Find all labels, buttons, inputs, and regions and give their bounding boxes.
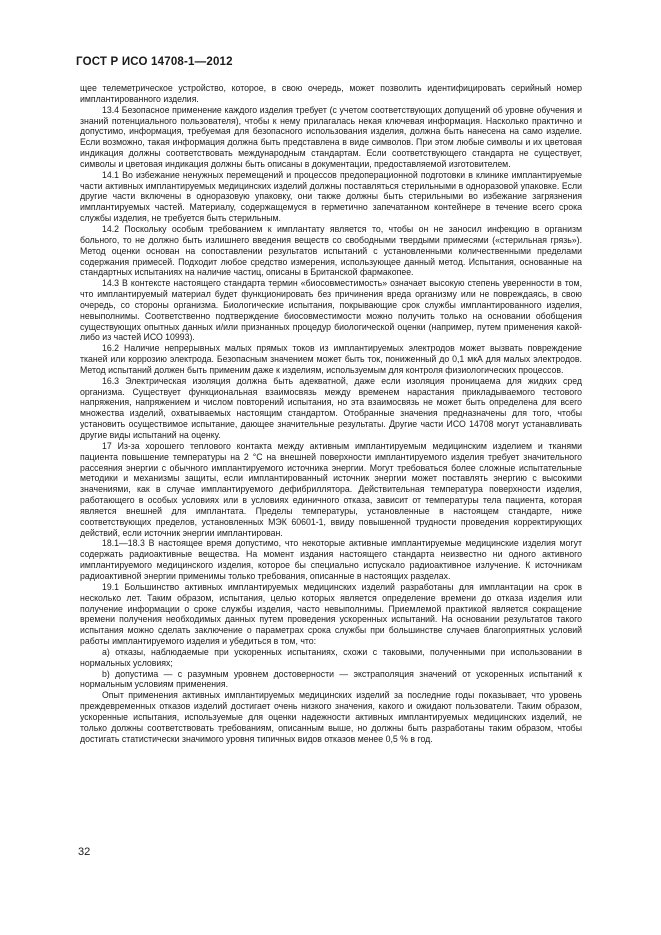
paragraph: щее телеметрическое устройство, которое, в свою очередь, может позволить идентифицировать серийный номер имплантированного изделия. xyxy=(80,83,582,104)
page-header: ГОСТ Р ИСО 14708-1—2012 xyxy=(76,56,233,68)
paragraph: 16.3 Электрическая изоляция должна быть адекватной, даже если изоляция проницаема для жидких сред организма. Существует функциональная взаимосвязь между временем нарастания прикладываемого тестового напряжения, напряжением и числом повторений испытания, но эта взаимосвязь не может быть определена для всего множества изделий, охватываемых настоящим стандартом. Отобранные значения предназначены для того, чтобы установить осуществимое испытание, дающее значительные результаты. Другие части ИСО 14708 могут устанавливать другие виды испытаний на оценку. xyxy=(80,375,582,440)
paragraph: 16.2 Наличие непрерывных малых прямых токов из имплантируемых электродов может вызвать повреждение тканей или коррозию электрода. Безопасным значением может быть ток, пониженный до 0,1 мкА для малых электродов. Метод испытаний должен быть применим даже к изделиям, используемым для контроля физиологических процессов. xyxy=(80,343,582,375)
document-body xyxy=(80,83,582,744)
paragraph: 14.3 В контексте настоящего стандарта термин «биосовместимость» означает высокую степень уверенности в том, что имплантируемый материал будет функционировать без причинения вреда организму или не повреждаясь, в свою очередь, со стороны организма. Биологические испытания, покрывающие срок службы имплантированного изделия, невыполнимы. Соответственно подтверждение биосовместимости можно получить только на основании обобщения существующих опытных данных и/или признанных процедур биологической оценки (например, путем применения какой-либо из частей ИСО 10993). xyxy=(80,278,582,343)
list-item: a) отказы, наблюдаемые при ускоренных испытаниях, схожи с таковыми, полученными при использовании в нормальных условиях; xyxy=(80,646,582,668)
list-item: b) допустима — с разумным уровнем достоверности — экстраполяция значений от ускоренных испытаний к нормальным условиям применения. xyxy=(80,668,582,690)
paragraph: 17 Из-за хорошего теплового контакта между активным имплантируемым медицинским изделием и тканями пациента повышение температуры на 2 °С на внешней поверхности имплантируемого изделия требует значительного рассеяния энергии с обычного имплантируемого источника энергии. Могут требоваться более сложные испытательные методики и механизмы защиты, если имплантированный источник энергии может поставлять энергию с высокими значениями, как в случае имплантируемого дефибриллятора. Действительная температура поверхности изделия, работающего в особых условиях или в условиях единичного отказа, зависит от температуры тела пациента, которая является внешней для имплантата. Пределы температуры, установленные в настоящем стандарте, ниже соответствующих пределов, установленных МЭК 60601-1, ввиду повышенной трудности проведения корректирующих действий, если источник энергии имплантирован. xyxy=(80,440,582,538)
paragraph: 14.1 Во избежание ненужных перемещений и процессов предоперационной подготовки в клинике имплантируемые части активных имплантируемых медицинских изделий должны поставляться стерильными в одноразовой упаковке. Если другие части включены в одноразовую упаковку, они также должны быть стерильными во избежание загрязнения имплантируемых частей. Материалу, содержащемуся в герметично запечатанном контейнере в течение всего срока службы изделия, не требуется быть стерильным. xyxy=(80,169,582,224)
paragraph: 13.4 Безопасное применение каждого изделия требует (с учетом соответствующих допущений об уровне обучения и знаний потенциального пользователя), чтобы к нему прилагалась некая ключевая информация. Насколько практично и допустимо, информация, требуемая для безопасного использования изделия, должна быть нанесена на само изделие. Если возможно, такая информация должна быть представлена в виде символов. При этом любые символы и их цветовая индикация должны соответствовать международным стандартам. Если соответствующего стандарта не существует, символы и цветовая индикация должны быть описаны в документации, предоставляемой изготовителем. xyxy=(80,104,582,169)
paragraph: 14.2 Поскольку особым требованием к имплантату является то, чтобы он не заносил инфекцию в организм больного, то не должно быть излишнего введения веществ со свободными твердыми примесями («стерильная грязь»). Метод оценки основан на сопоставлении результатов испытаний с установленными количественными пределами содержания примесей. Подходит любое средство измерения, использующее данный метод. Испытания, основанные на стандартных испытаниях на наличие частиц, описаны в Британской фармакопее. xyxy=(80,223,582,278)
paragraph: 19.1 Большинство активных имплантируемых медицинских изделий разработаны для имплантации на срок в несколько лет. Таким образом, испытания, целью которых является определение времени до отказа изделия или получение информации о сроке службы изделия, часто невыполнимы. Приемлемой практикой является сокращение времени получения необходимых данных путем проведения ускоренных испытаний. На основании результатов такого испытания можно сделать заключение о параметрах срока службы при большинстве случаев благоприятных условий работы имплантируемого изделия и убедиться в том, что: xyxy=(80,581,582,647)
paragraph: Опыт применения активных имплантируемых медицинских изделий за последние годы показывает, что уровень преждевременных отказов изделий достигает очень низкого значения, какого и ожидают пользователи. Таким образом, ускоренные испытания, используемые для оценки надежности активных имплантируемых медицинских изделий, не только должны соответствовать требованиям, описанным выше, но должны быть разработаны таким образом, чтобы достигать статистически значимого уровня типичных видов отказов менее 0,5 % в год. xyxy=(80,690,582,744)
page-number: 32 xyxy=(78,846,91,858)
paragraph: 18.1—18.3 В настоящее время допустимо, что некоторые активные имплантируемые медицинские изделия могут содержать радиоактивные вещества. На момент издания настоящего стандарта неизвестно ни одного активного имплантируемого медицинского изделия, которое бы специально испускало радиоактивное излучение. К источникам радиоактивной энергии применимы только требования, описанные в настоящих разделах. xyxy=(80,538,582,581)
